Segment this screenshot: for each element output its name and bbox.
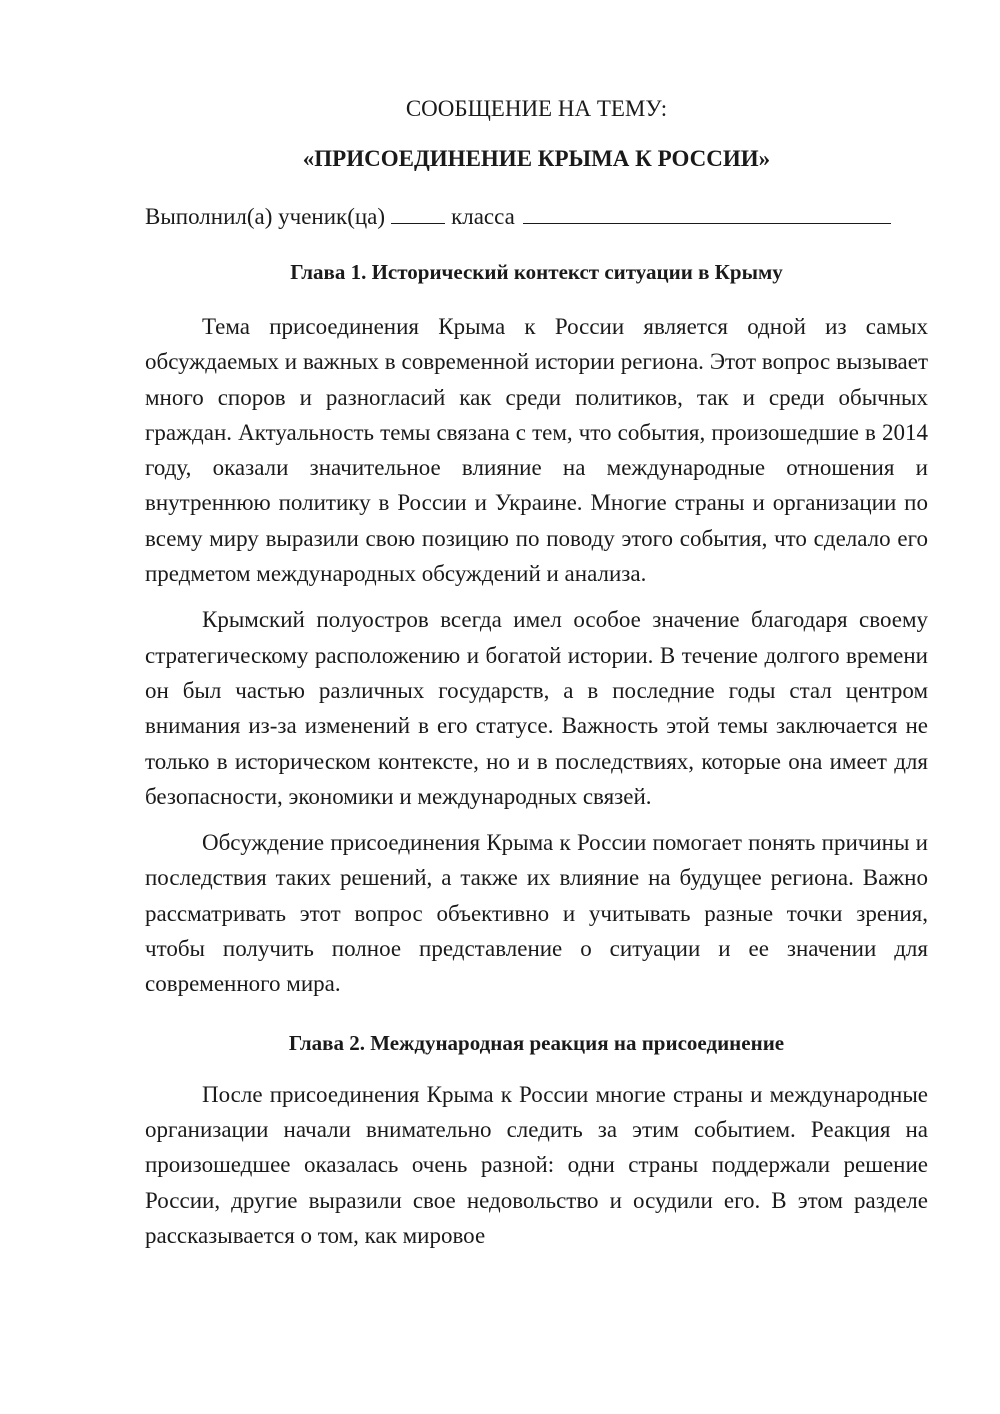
- document-title: СООБЩЕНИЕ НА ТЕМУ:: [405, 96, 668, 121]
- document-content: [145, 92, 928, 1253]
- chapter-2-heading: Глава 2. Международная реакция на присоединение: [288, 1030, 785, 1055]
- chapter-1-paragraph: Обсуждение присоединения Крыма к России помогает понять причины и последствия таких решений, а также их влияние на будущее региона. Важно рассматривать этот вопрос объективно и учитывать разные точки зрения, чтобы получить полное представление о ситуации и ее значении для современного мира.: [145, 830, 928, 997]
- author-line: [145, 200, 928, 234]
- student-name-blank: [523, 201, 891, 224]
- chapter-2-paragraph: После присоединения Крыма к России многие страны и международные организации начали внимательно следить за этим событием. Реакция на произошедшее оказалась очень разной: одни страны поддержали решение России, другие выразили свое недовольство и осудили его. В этом разделе рассказывается о том, как мировое: [145, 1081, 928, 1248]
- document-subtitle: «ПРИСОЕДИНЕНИЕ КРЫМА К РОССИИ»: [302, 146, 771, 171]
- class-number-blank: [391, 201, 445, 224]
- author-label: Выполнил(а) ученик(ца): [145, 204, 386, 229]
- class-label: класса: [451, 204, 515, 229]
- chapter-1-paragraph: Тема присоединения Крыма к России является одной из самых обсуждаемых и важных в современной истории региона. Этот вопрос вызывает много споров и разногласий как среди политиков, так и среди обычных граждан. Актуальность темы связана с тем, что события, произошедшие в 2014 году, оказали значительное влияние на международные отношения и внутреннюю политику в России и Украине. Многие страны и организации по всему миру выразили свою позицию по поводу этого события, что сделало его предметом международных обсуждений и анализа.: [145, 314, 928, 587]
- chapter-1-paragraph: Крымский полуостров всегда имел особое значение благодаря своему стратегическому расположению и богатой истории. В течение долгого времени он был частью различных государств, а в последние годы стал центром внимания из-за изменений в его статусе. Важность этой темы заключается не только в историческом контексте, но и в последствиях, которые она имеет для безопасности, экономики и международных связей.: [145, 607, 928, 809]
- chapter-1-heading: Глава 1. Исторический контекст ситуации в Крыму: [290, 260, 783, 284]
